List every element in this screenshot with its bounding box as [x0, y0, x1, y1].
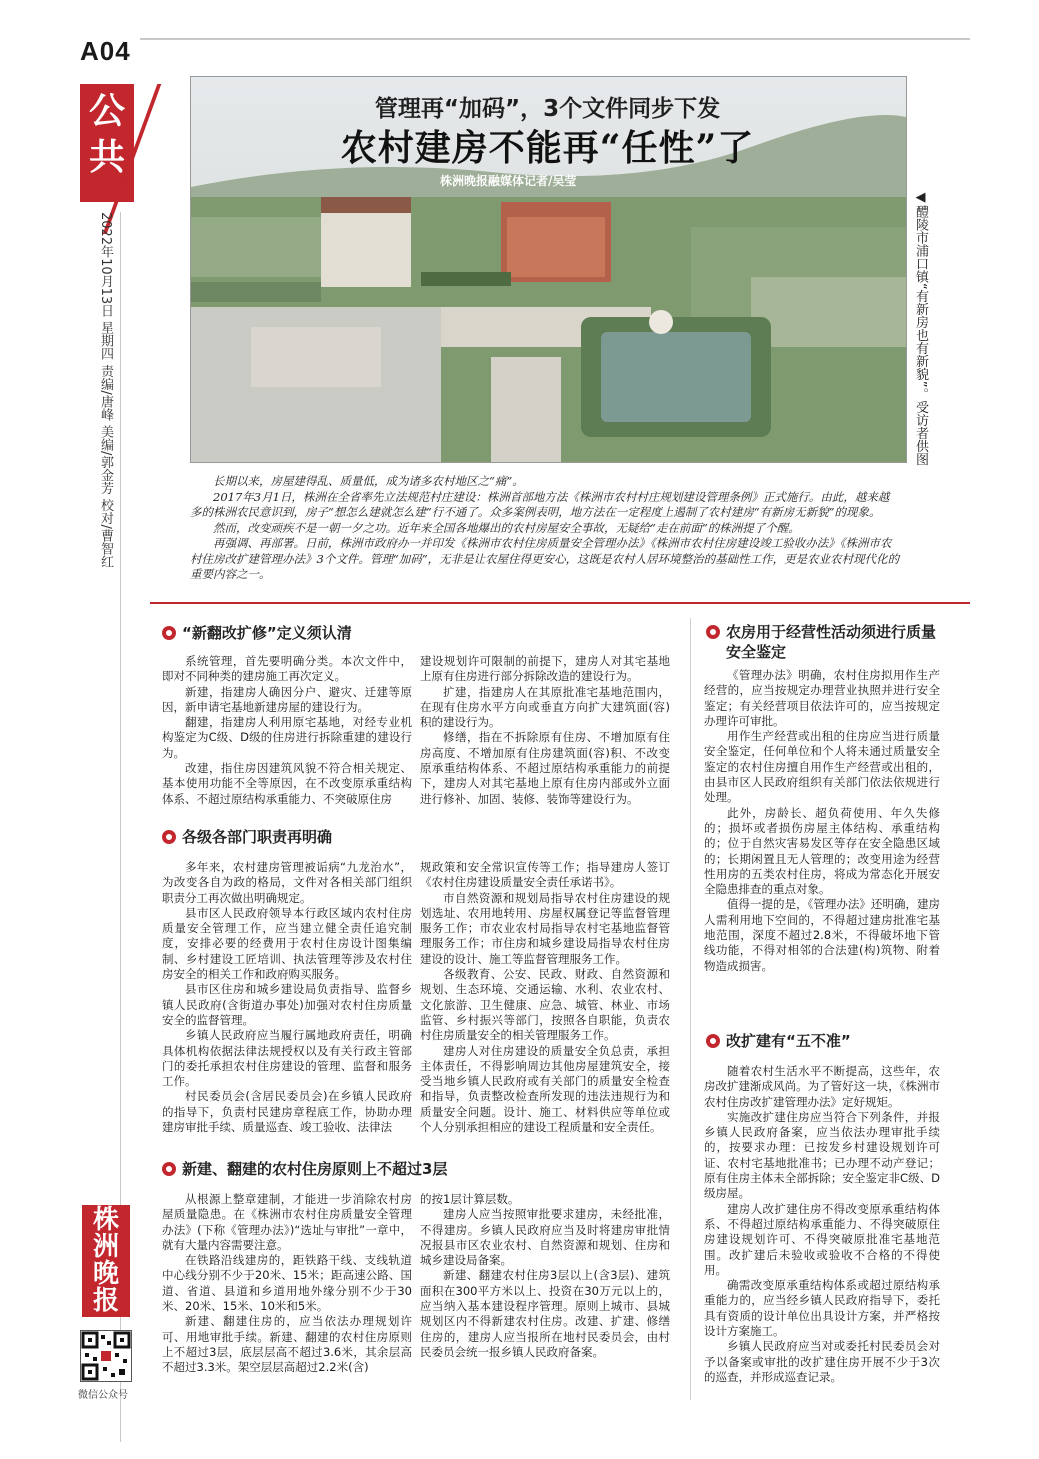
article-paragraph: 新建，指建房人确因分户、避灾、迁建等原因，新申请宅基地新建房屋的建设行为。 — [162, 684, 412, 714]
logo-char: 报 — [92, 1286, 119, 1316]
bullet-ring-icon — [706, 625, 720, 639]
article-column — [420, 1192, 670, 1360]
logo-char: 株 — [92, 1205, 119, 1235]
lead-paragraph: 然而，改变顽疾不是一朝一夕之功。近年来全国各地爆出的农村房屋安全事故，无疑给“走在前面”的株洲提了个醒。 — [213, 520, 800, 535]
section-heading-text: 农房用于经营性活动须进行质量安全鉴定 — [726, 623, 937, 661]
article-paragraph: 随着农村生活水平不断提高，这些年，农房改扩建渐成风尚。为了管好这一块，《株洲市农村住房改扩建管理办法》定好规矩。 — [704, 1064, 940, 1109]
article-column — [162, 654, 412, 807]
headline-main: 农村建房不能再“任性”了 — [340, 127, 755, 169]
article-paragraph: 新建、翻建农村住房3层以上(含3层)、建筑面积在300平方米以上、投资在30万元以上的，应当纳入基本建设程序管理。原则上城市、县城规划区内不得新建农村住房。改建、扩建、修缮住房的，建房人应当报所在地村民委员会，由村民委员会统一报乡镇人民政府备案。 — [420, 1268, 670, 1359]
article-paragraph: 此外，房龄长、超负荷使用、年久失修的；损坏或者损伤房屋主体结构、承重结构的；位于自然灾害易发区等存在安全隐患区域的；长期闲置且无人管理的；改变用途为经营性用房的五类农村住房，将成为常态化开展安全隐患排查的重点对象。 — [704, 805, 940, 897]
qr-label: 微信公众号 — [78, 1390, 128, 1401]
photo-caption: ◀醴陵市浦口镇“有新房也有新貌”。受访者供图 — [913, 190, 928, 466]
article-column — [420, 860, 670, 1135]
lead-paragraph: 2017年3月1日，株洲在全省率先立法规范村庄建设：株洲首部地方法《株洲市农村村庄规划建设管理条例》正式施行。由此，越来越多的株洲农民意识到，房子“想怎么建就怎么建”行不通了。众多案例表明，地方法在一定程度上遏制了农村建房“有新房无新貌”的现象。 — [190, 489, 890, 519]
qr-code[interactable] — [80, 1330, 132, 1382]
article-paragraph: 确需改变原承重结构体系或超过原结构承重能力的，应当经乡镇人民政府指导下，委托具有资质的设计单位出具设计方案，并严格按设计方案施工。 — [704, 1278, 940, 1339]
lead-paragraph: 长期以来，房屋建得乱、质量低，成为诸多农村地区之“痛”。 — [213, 474, 524, 488]
newspaper-logo — [82, 1205, 130, 1317]
column-divider — [690, 618, 691, 1400]
section-heading-five-prohibitions — [706, 1030, 851, 1051]
article-column — [704, 668, 940, 974]
section-heading-definitions — [162, 622, 352, 643]
section-char-2: 共 — [88, 136, 125, 178]
article-paragraph: 建房人对住房建设的质量安全负总责，承担主体责任，不得影响周边其他房屋建筑安全，接受当地乡镇人民政府或有关部门的质量安全检查和指导，负责整改检查所发现的违法违规行为和质量安全问题。设计、施工、材料供应等单位或个人分别承担相应的建设工程质量和安全责任。 — [420, 1043, 670, 1135]
article-paragraph: 从根源上整章建制，才能进一步消除农村房屋质量隐患。在《株洲市农村住房质量安全管理办法》(下称《管理办法》)“选址与审批”一章中，就有大量内容需要注意。 — [162, 1192, 412, 1252]
article-paragraph: 乡镇人民政府应当履行属地政府责任，明确具体机构依据法律法规授权以及有关行政主管部门的委托承担农村住房建设的管理、监督和服务工作。 — [162, 1028, 412, 1089]
qr-code-icon — [81, 1331, 131, 1381]
section-heading-text: “新翻改扩修”定义须认清 — [182, 624, 352, 642]
article-paragraph: 新建、翻建住房的，应当依法办理规划许可、用地审批手续。新建、翻建的农村住房原则上不超过3层，底层层高不超过3.6米，其余层高不超过3.3米。架空层层高超过2.2米(含) — [162, 1314, 412, 1375]
headline-sub: 管理再“加码”，3个文件同步下发 — [374, 96, 721, 122]
article-paragraph: 改建，指住房因建筑风貌不符合相关规定、基本使用功能不全等原因，在不改变原承重结构体系、不超过原结构承重能力、不突破原住房 — [162, 761, 412, 806]
byline: 株洲晚报融媒体记者/吴莹 — [440, 174, 577, 188]
bullet-ring-icon — [162, 1162, 176, 1176]
issue-meta: 2022年10月13日 星期四 责编/唐峰 美编/郭金芳 校对/曹智红 — [98, 212, 113, 568]
article-column — [162, 860, 412, 1135]
article-paragraph: 修缮，指在不拆除原有住房、不增加原有住房高度、不增加原有住房建筑面(容)积、不改变原承重结构体系、不超过原结构承重能力的前提下，建房人对其宅基地上原有住房内部或外立面进行修补、加固、装修、装饰等建设行为。 — [420, 730, 670, 806]
section-heading-text: 新建、翻建的农村住房原则上不超过3层 — [182, 1160, 448, 1178]
article-paragraph: 市自然资源和规划局指导农村住房建设的规划选址、农用地转用、房屋权属登记等监督管理服务工作；市农业农村局指导农村宅基地监督管理服务工作；市住房和城乡建设局指导农村住房建设的设计、施工等监督管理服务工作。 — [420, 890, 670, 966]
lead-paragraphs — [190, 474, 900, 583]
article-paragraph: 的按1层计算层数。 — [420, 1192, 520, 1206]
article-paragraph: 建房人应当按照审批要求建房，未经批准，不得建房。乡镇人民政府应当及时将建房审批情况报县市区农业农村、自然资源和规划、住房和城乡建设局备案。 — [420, 1207, 670, 1268]
article-column — [420, 654, 670, 807]
article-column — [704, 1064, 940, 1385]
article-paragraph: 系统管理，首先要明确分类。本次文件中，即对不同种类的建房施工再次定义。 — [162, 654, 412, 684]
article-paragraph: 实施改扩建住房应当符合下列条件，并报乡镇人民政府备案，应当依法办理审批手续的，按要求办理：已按发乡村建设规划许可证、农村宅基地批准书；已办理不动产登记；原有住房主体未全部拆除；安全鉴定非C级、D级房屋。 — [704, 1109, 940, 1201]
article-paragraph: 县市区人民政府领导本行政区域内农村住房质量安全管理工作，应当建立健全责任追究制度，安排必要的经费用于农村住房设计图集编制、乡村建设工匠培训、执法管理等涉及农村住房安全的相关工作和政府购买服务。 — [162, 905, 412, 982]
article-paragraph: 规政策和安全常识宣传等工作；指导建房人签订《农村住房建设质量安全责任承诺书》。 — [420, 860, 670, 890]
section-name — [80, 88, 134, 180]
article-column — [162, 1192, 412, 1376]
article-paragraph: 值得一提的是，《管理办法》还明确，建房人需利用地下空间的，不得超过建房批准宅基地范围，深度不超过2.8米，不得破坏地下管线功能，不得对相邻的合法建(构)筑物、附着物造成损害。 — [704, 897, 940, 973]
article-paragraph: 建设规划许可限制的前提下，建房人对其宅基地上原有住房进行部分拆除改造的建设行为。 — [420, 654, 670, 684]
article-paragraph: 《管理办法》明确，农村住房拟用作生产经营的，应当按规定办理营业执照并进行安全鉴定；有关经营项目依法许可的，应当按规定办理许可审批。 — [704, 668, 940, 728]
article-paragraph: 在铁路沿线建房的，距铁路干线、支线轨道中心线分别不少于20米、15米；距高速公路、国道、省道、县道和乡道用地外缘分别不少于30米、20米、15米、10米和5米。 — [162, 1253, 412, 1314]
bullet-ring-icon — [162, 830, 176, 844]
section-heading-height-limit — [162, 1158, 447, 1179]
article-paragraph: 乡镇人民政府应当对或委托村民委员会对予以备案或审批的改扩建住房开展不少于3次的巡查，并形成巡查记录。 — [704, 1339, 940, 1384]
lead-divider — [150, 602, 970, 604]
section-heading-text: 改扩建有“五不准” — [726, 1032, 851, 1050]
section-heading-commercial-use — [706, 622, 936, 662]
section-heading-text: 各级各部门职责再明确 — [182, 828, 333, 846]
section-char-1: 公 — [88, 90, 125, 132]
article-paragraph: 翻建，指建房人利用原宅基地，对经专业机构鉴定为C级、D级的住房进行拆除重建的建设行为。 — [162, 715, 412, 760]
page-number: A04 — [80, 36, 131, 66]
article-paragraph: 县市区住房和城乡建设局负责指导、监督乡镇人民政府(含街道办事处)加强对农村住房质量安全的监督管理。 — [162, 982, 412, 1027]
section-heading-responsibilities — [162, 826, 332, 847]
bullet-ring-icon — [706, 1034, 720, 1048]
logo-char: 晚 — [92, 1259, 119, 1289]
article-paragraph: 建房人改扩建住房不得改变原承重结构体系、不得超过原结构承重能力、不得突破原住房建设规划许可、不得突破原批准宅基地范围。改扩建后未验收或验收不合格的不得使用。 — [704, 1201, 940, 1277]
logo-char: 洲 — [92, 1232, 119, 1262]
bullet-ring-icon — [162, 626, 176, 640]
article-paragraph: 多年来，农村建房管理被诟病“九龙治水”，为改变各自为政的格局，文件对各相关部门组织职责分工再次做出明确规定。 — [162, 860, 412, 905]
lead-paragraph: 再强调、再部署。日前，株洲市政府办一并印发《株洲市农村住房质量安全管理办法》《株洲市农村住房建设竣工验收办法》《株洲市农村住房改扩建管理办法》3个文件。管理“加码”，无非是让农屋住得更安心，这既是农村人居环境整治的基础性工作，更是农业农村现代化的重要内容之一。 — [190, 536, 900, 581]
article-paragraph: 村民委员会(含居民委员会)在乡镇人民政府的指导下，负责村民建房章程底工作，协助办理建房审批手续、质量巡查、竣工验收、法律法 — [162, 1089, 412, 1135]
top-rule — [140, 38, 970, 40]
article-paragraph: 扩建，指建房人在其原批准宅基地范围内，在现有住房水平方向或垂直方向扩大建筑面(容)积的建设行为。 — [420, 684, 670, 730]
article-paragraph: 用作生产经营或出租的住房应当进行质量安全鉴定，任何单位和个人将未通过质量安全鉴定的农村住房擅自用作生产经营或出租的，由县市区人民政府组织有关部门依法依规进行处理。 — [704, 729, 940, 805]
article-paragraph: 各级教育、公安、民政、财政、自然资源和规划、生态环境、交通运输、水利、农业农村、文化旅游、卫生健康、应急、城管、林业、市场监管、乡村振兴等部门，按照各自职能，负责农村住房质量安全的相关管理服务工作。 — [420, 967, 670, 1043]
